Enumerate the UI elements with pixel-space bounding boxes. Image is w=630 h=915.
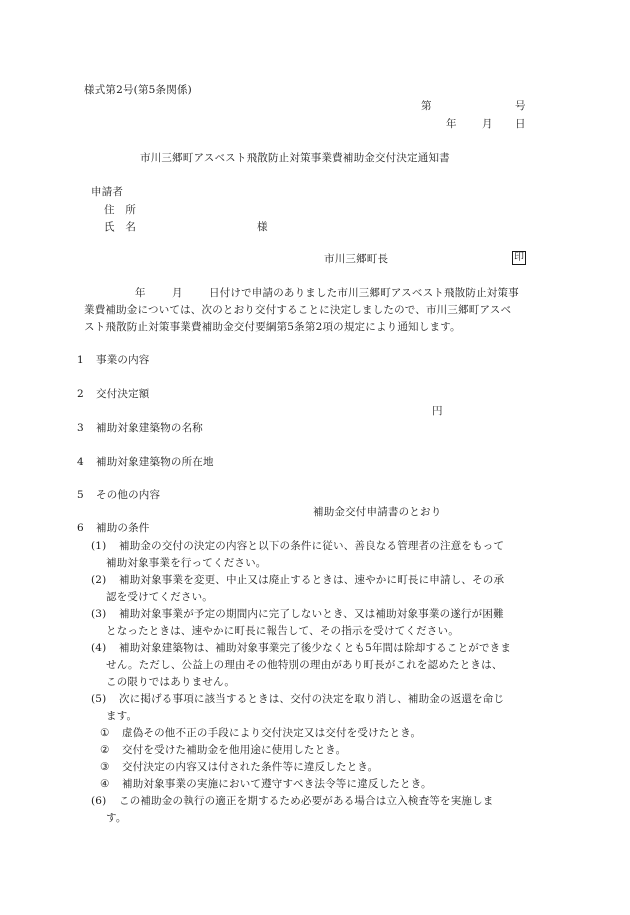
condition-line: ます。 [106, 710, 138, 722]
amount-unit: 円 [432, 405, 443, 417]
item-number: 1 [77, 354, 84, 366]
item-number: 2 [77, 388, 84, 400]
seal-mark: 印 [514, 252, 524, 263]
doc-number-suffix: 号 [515, 100, 526, 112]
item-label: 交付決定額 [96, 388, 150, 400]
condition-number: (6) [91, 795, 107, 807]
sub-condition-number: ④ [100, 778, 110, 790]
condition-line: す。 [106, 812, 127, 824]
date-day: 日 [515, 118, 526, 130]
date-year: 年 [446, 118, 457, 130]
sub-condition-number: ① [100, 727, 110, 739]
item-number: 3 [77, 422, 84, 434]
issuer-name: 市川三郷町長 [324, 253, 389, 265]
condition-line: せん。ただし、公益上の理由その他特別の理由があり町長がこれを認めたときは、 [106, 659, 503, 671]
item-number: 6 [77, 522, 84, 534]
condition-number: (1) [91, 540, 107, 552]
form-number: 様式第2号(第5条関係) [84, 84, 192, 96]
condition-line: 補助金の交付の決定の内容と以下の条件に従い、善良なる管理者の注意をもって [119, 540, 505, 552]
condition-number: (2) [91, 574, 107, 586]
body-line-3: スト飛散防止対策事業費補助金交付要綱第5条第2項の規定により通知します。 [84, 321, 461, 333]
body-line-1: 日付けで申請のありました市川三郷町アスベスト飛散防止対策事 [209, 287, 519, 299]
document-title: 市川三郷町アスベスト飛散防止対策事業費補助金交付決定通知書 [140, 152, 450, 164]
condition-line: 認を受けてください。 [106, 591, 213, 603]
item-label: 補助対象建築物の名称 [96, 422, 203, 434]
condition-line: 補助対象事業を行ってください。 [106, 557, 267, 569]
condition-line: 補助対象事業を変更、中止又は廃止するときは、速やかに町長に申請し、その承 [119, 574, 505, 586]
doc-number-prefix: 第 [421, 100, 432, 112]
item-label: 補助対象建築物の所在地 [96, 456, 214, 468]
sub-condition-text: 虚偽その他不正の手段により交付決定又は交付を受けたとき。 [122, 727, 422, 739]
item-label: その他の内容 [96, 489, 161, 501]
sub-condition-text: 交付を受けた補助金を他用途に使用したとき。 [122, 744, 347, 756]
condition-line: となったときは、速やかに町長に報告して、その指示を受けてください。 [106, 625, 459, 637]
other-content-value: 補助金交付申請書のとおり [313, 506, 442, 518]
item-number: 4 [77, 456, 84, 468]
item-label: 事業の内容 [96, 354, 150, 366]
condition-line: この限りではありません。 [106, 676, 236, 688]
item-label: 補助の条件 [96, 522, 150, 534]
condition-line: 補助対象事業が予定の期間内に完了しないとき、又は補助対象事業の遂行が困難 [119, 608, 504, 620]
address-label: 住 所 [104, 204, 137, 216]
applicant-heading: 申請者 [91, 186, 124, 198]
condition-line: この補助金の執行の適正を期するため必要がある場合は立入検査等を実施しま [119, 795, 494, 807]
sub-condition-text: 補助対象事業の実施において遵守すべき法令等に違反したとき。 [122, 778, 432, 790]
name-label: 氏 名 [104, 221, 137, 233]
condition-line: 補助対象建築物は、補助対象事業完了後少なくとも5年間は除却することができま [119, 642, 512, 654]
condition-line: 次に掲げる事項に該当するときは、交付の決定を取り消し、補助金の返還を命じ [119, 693, 505, 705]
sub-condition-number: ③ [100, 761, 110, 773]
date-month: 月 [482, 118, 493, 130]
sub-condition-text: 交付決定の内容又は付された条件等に違反したとき。 [122, 761, 379, 773]
body-month: 月 [172, 287, 183, 299]
sub-condition-number: ② [100, 744, 110, 756]
body-year: 年 [135, 287, 146, 299]
condition-number: (4) [91, 642, 107, 654]
item-number: 5 [77, 489, 84, 501]
condition-number: (5) [91, 693, 107, 705]
condition-number: (3) [91, 608, 107, 620]
body-line-2: 業費補助金については、次のとおり交付することに決定しましたので、市川三郷町アスベ [84, 304, 512, 316]
honorific: 様 [257, 221, 268, 233]
